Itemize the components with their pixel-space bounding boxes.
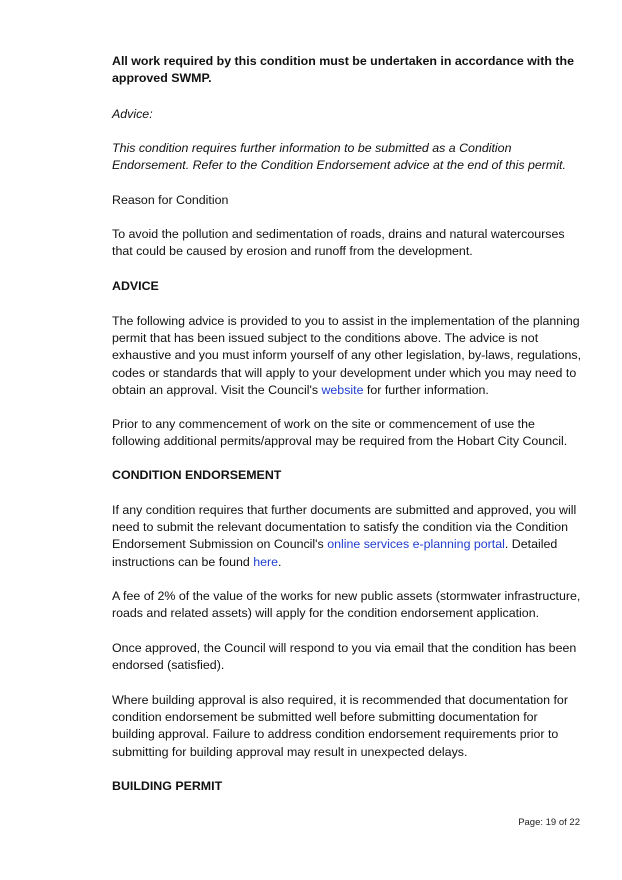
advice-paragraph-1-end: for further information. bbox=[363, 382, 489, 397]
advice-paragraph-1 bbox=[112, 313, 582, 399]
advice-note: This condition requires further information to be submitted as a Condition Endorsement. Refer to the Condition Endorsement advice at the end of this permit. bbox=[112, 141, 566, 173]
page-number: Page: 19 of 22 bbox=[518, 817, 580, 828]
building-permit-heading: BUILDING PERMIT bbox=[112, 779, 223, 793]
e-planning-portal-link[interactable]: online services e-planning portal bbox=[327, 537, 505, 552]
ce-paragraph-1-end: . bbox=[278, 554, 282, 569]
condition-endorsement-heading: CONDITION ENDORSEMENT bbox=[112, 468, 282, 482]
ce-paragraph-1-mid: . Detailed instructions can be found bbox=[112, 537, 558, 569]
condition-endorsement-paragraph-3: Once approved, the Council will respond to you via email that the condition has been endorsed (satisfied). bbox=[112, 641, 577, 673]
instructions-here-link[interactable]: here bbox=[253, 554, 279, 569]
advice-label: Advice: bbox=[112, 107, 153, 121]
condition-endorsement-paragraph-4: Where building approval is also required, it is recommended that documentation for condition endorsement be submitted well before submitting documentation for building approval. Failure to address condition endorsement requirements prior to submitting for building approval may result in unexpected delays. bbox=[112, 693, 568, 759]
ce-paragraph-1-text: If any condition requires that further documents are submitted and approved, you will need to submit the relevant documentation to satisfy the condition via the Condition Endorsement Submission on Council's bbox=[112, 503, 577, 552]
condition-endorsement-paragraph-2: A fee of 2% of the value of the works for new public assets (stormwater infrastructure, roads and related assets) will apply for the condition endorsement application. bbox=[112, 589, 581, 621]
advice-paragraph-2: Prior to any commencement of work on the site or commencement of use the following additional permits/approval may be required from the Hobart City Council. bbox=[112, 417, 568, 449]
reason-heading: Reason for Condition bbox=[112, 193, 229, 207]
advice-heading: ADVICE bbox=[112, 279, 159, 293]
condition-statement: All work required by this condition must be undertaken in accordance with the approved SWMP. bbox=[112, 54, 574, 86]
advice-paragraph-1-text: The following advice is provided to you to assist in the implementation of the planning permit that has been issued subject to the conditions above. The advice is not exhaustive and you must inform yourself of any other legislation, by-laws, regulations, codes or standards that will apply to your development under which you may need to obtain an approval. Visit the Council's bbox=[112, 314, 582, 397]
condition-endorsement-paragraph-1 bbox=[112, 502, 582, 571]
website-link[interactable]: website bbox=[321, 382, 364, 397]
reason-text: To avoid the pollution and sedimentation of roads, drains and natural watercourses that could be caused by erosion and runoff from the development. bbox=[112, 227, 565, 259]
